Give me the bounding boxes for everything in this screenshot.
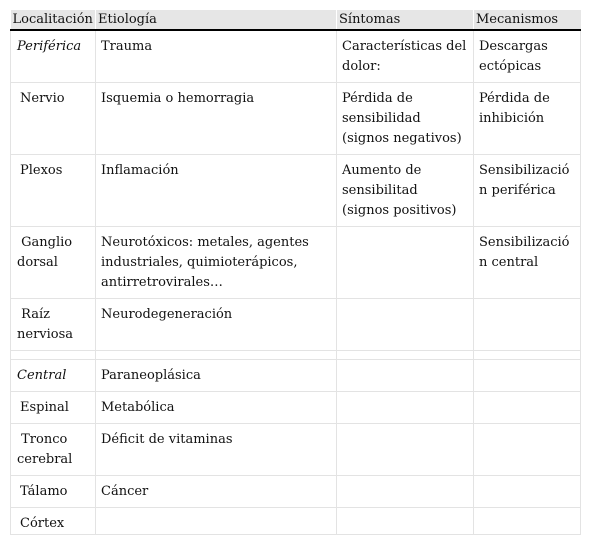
cell-etiologia: Inflamación (96, 155, 337, 227)
cell-mecanismos: Sensibilización central (474, 227, 581, 299)
table-row (11, 30, 581, 83)
cell-localizacion-text: Ganglio dorsal (17, 235, 73, 270)
cell-mecanismos: Sensibilización periférica (474, 155, 581, 227)
cell-sintomas (337, 476, 474, 508)
cell-sintomas (337, 392, 474, 424)
cell-sintomas (337, 424, 474, 476)
table-row (11, 424, 581, 476)
header-etiologia: Etiología (96, 10, 337, 30)
table-row (11, 299, 581, 351)
cell-localizacion: Plexos (11, 155, 96, 227)
table-row (11, 155, 581, 227)
cell-sintomas: Aumento de sensibilitad (signos positivos) (337, 155, 474, 227)
cell-mecanismos (474, 424, 581, 476)
cell-etiologia (96, 508, 337, 535)
table-row (11, 476, 581, 508)
cell-etiologia: Déficit de vitaminas (96, 424, 337, 476)
cell-mecanismos (474, 508, 581, 535)
cell-etiologia: Trauma (96, 30, 337, 83)
table-row (11, 508, 581, 535)
cell-etiologia: Metabólica (96, 392, 337, 424)
table-row (11, 83, 581, 155)
cell-localizacion: Espinal (11, 392, 96, 424)
cell-localizacion-text: Tronco cerebral (17, 432, 73, 467)
cell-sintomas: Características del dolor: (337, 30, 474, 83)
spacer-cell (11, 351, 96, 360)
header-mecanismos: Mecanismos (474, 10, 581, 30)
cell-mecanismos (474, 476, 581, 508)
cell-localizacion: Tálamo (11, 476, 96, 508)
cell-mecanismos (474, 392, 581, 424)
cell-sintomas (337, 360, 474, 392)
table-row (11, 392, 581, 424)
cell-localizacion (11, 299, 96, 351)
cell-mecanismos: Pérdida de inhibición (474, 83, 581, 155)
cell-mecanismos (474, 360, 581, 392)
cell-mecanismos (474, 299, 581, 351)
cell-sintomas (337, 227, 474, 299)
cell-localizacion: Córtex (11, 508, 96, 535)
spacer-cell (96, 351, 337, 360)
table-header-row (11, 10, 581, 30)
cell-sintomas (337, 299, 474, 351)
cell-etiologia: Cáncer (96, 476, 337, 508)
cell-etiologia: Neurotóxicos: metales, agentes industriales, quimioterápicos, antirretrovirales… (96, 227, 337, 299)
cell-sintomas (337, 508, 474, 535)
cell-localizacion: Central (11, 360, 96, 392)
spacer-cell (474, 351, 581, 360)
table-row (11, 360, 581, 392)
table-row (11, 227, 581, 299)
cell-localizacion: Periférica (11, 30, 96, 83)
clinical-table-container (10, 10, 580, 535)
spacer-cell (337, 351, 474, 360)
cell-mecanismos: Descargas ectópicas (474, 30, 581, 83)
cell-localizacion (11, 227, 96, 299)
header-sintomas: Síntomas (337, 10, 474, 30)
cell-etiologia: Paraneoplásica (96, 360, 337, 392)
cell-sintomas: Pérdida de sensibilidad (signos negativos) (337, 83, 474, 155)
neuropathic-pain-table (10, 10, 581, 535)
cell-etiologia: Neurodegeneración (96, 299, 337, 351)
cell-localizacion (11, 424, 96, 476)
header-localizacion: Localitación (11, 10, 96, 30)
cell-localizacion-text: Raíz nerviosa (17, 307, 74, 342)
cell-localizacion: Nervio (11, 83, 96, 155)
table-spacer-row (11, 351, 581, 360)
cell-etiologia: Isquemia o hemorragia (96, 83, 337, 155)
